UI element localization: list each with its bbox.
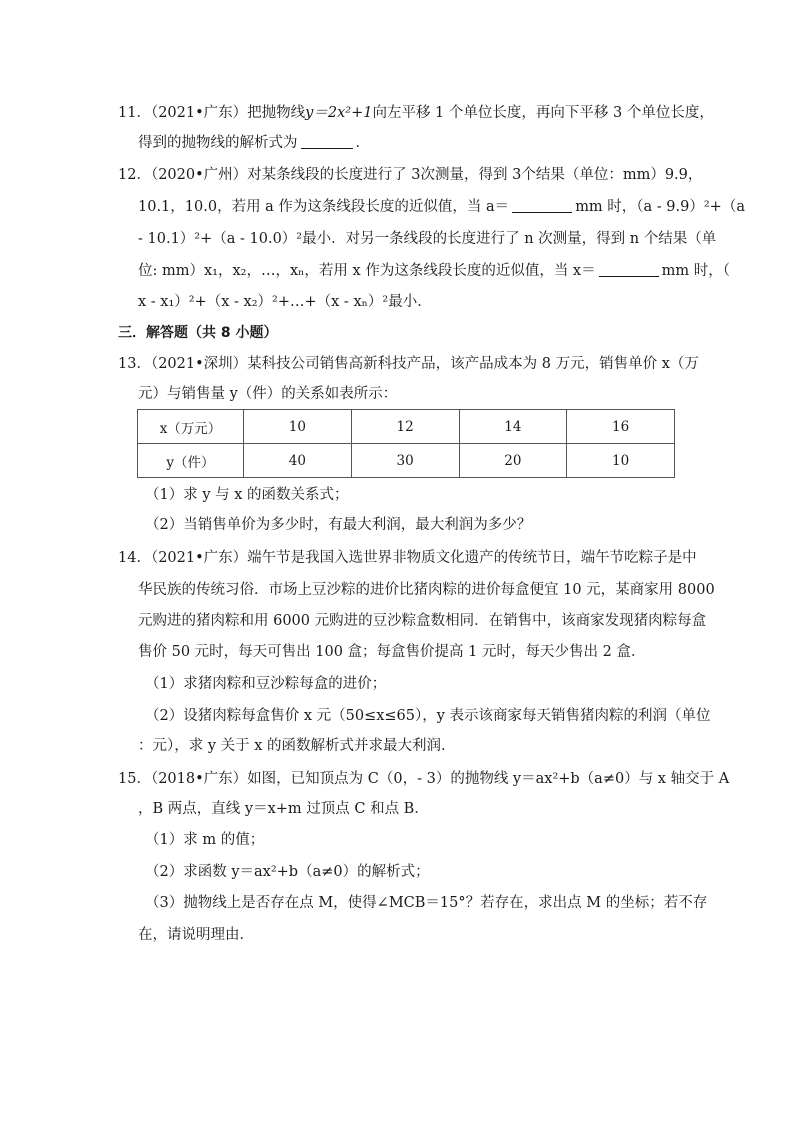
table-cell: 10 [244, 410, 352, 444]
table-cell: 20 [459, 444, 567, 478]
q14-part1: （1）求猪肉粽和豆沙粽每盒的进价； [145, 676, 387, 692]
q12-answer-blank-a[interactable] [512, 198, 572, 213]
q12-answer-blank-x[interactable] [599, 262, 659, 277]
q14-part2b: ：元），求 y 关于 x 的函数解析式并求最大利润． [138, 738, 456, 754]
q12-text-a: 10.1，10.0，若用 a 作为这条线段长度的近似值，当 a＝ [138, 199, 510, 215]
section-title: 三．解答题（共 8 小题） [118, 325, 278, 341]
q12-line3: - 10.1）²+（a - 10.0）²最小．对另一条线段的长度进行了 n 次测量，得到 n 个结果（单 [138, 231, 717, 247]
q11-text-b: 向左平移 1 个单位长度，再向下平移 3 个单位长度， [372, 105, 714, 121]
q14-part2a: （2）设猪肉粽每盒售价 x 元（50≤x≤65），y 表示该商家每天销售猪肉粽的利润（单位 [145, 708, 711, 724]
q12-text-d: mm 时，（ [661, 263, 730, 279]
table-row-label-x: x（万元） [138, 410, 244, 444]
q15-part2: （2）求函数 y＝ax²+b（a≠0）的解析式； [145, 864, 430, 880]
q11-equation: y＝2x²+1 [305, 105, 373, 121]
q13-line2: 元）与销售量 y（件）的关系如表所示： [138, 386, 398, 402]
q11-text-a: 11．（2021•广东）把抛物线 [118, 105, 306, 121]
table-cell: 16 [567, 410, 675, 444]
q11-line2 [138, 133, 370, 153]
table-cell: 14 [459, 410, 567, 444]
q14-line2: 华民族的传统习俗．市场上豆沙粽的进价比猪肉粽的进价每盒便宜 10 元，某商家用 8000 [138, 582, 715, 598]
q12-text-c: 位: mm）x₁，x₂，…，xₙ，若用 x 作为这条线段长度的近似值，当 x＝ [138, 263, 596, 279]
table-cell: 12 [351, 410, 459, 444]
table-row-label-y: y（件） [138, 444, 244, 478]
q11-text-end: ． [355, 135, 370, 151]
q14-line1: 14．（2021•广东）端午节是我国入选世界非物质文化遗产的传统节日，端午节吃粽子是中 [118, 550, 697, 566]
table-cell: 30 [351, 444, 459, 478]
q15-line1: 15．（2018•广东）如图，已知顶点为 C（0，- 3）的抛物线 y＝ax²+b（a≠0）与 x 轴交于 A [118, 771, 730, 787]
q11-answer-blank[interactable] [301, 134, 353, 149]
q12-line2 [138, 197, 745, 217]
table-row [138, 444, 675, 478]
q14-line3: 元购进的猪肉粽和用 6000 元购进的豆沙粽盒数相同．在销售中，该商家发现猪肉粽每盒 [138, 613, 707, 629]
q13-part1: （1）求 y 与 x 的函数关系式； [145, 487, 349, 503]
table-cell: 40 [244, 444, 352, 478]
q14-line4: 售价 50 元时，每天可售出 100 盒；每盒售价提高 1 元时，每天少售出 2 盒． [138, 644, 646, 660]
q12-line4 [138, 261, 730, 281]
q13-part2: （2）当销售单价为多少时，有最大利润，最大利润为多少？ [145, 517, 532, 533]
q12-line1: 12．（2020•广州）对某条线段的长度进行了 3次测量，得到 3个结果（单位：mm）9.9， [118, 167, 703, 183]
q15-part3b: 在，请说明理由． [138, 927, 254, 943]
q13-line1: 13．（2021•深圳）某科技公司销售高新科技产品，该产品成本为 8 万元，销售单价 x（万 [118, 356, 699, 372]
q11-line1 [118, 103, 714, 123]
q15-line2: ，B 两点，直线 y＝x+m 过顶点 C 和点 B． [138, 801, 429, 817]
q12-text-b: mm 时，（a - 9.9）²+（a [575, 199, 745, 215]
q11-text-c: 得到的抛物线的解析式为 [138, 135, 298, 151]
table-cell: 10 [567, 444, 675, 478]
table-row [138, 410, 675, 444]
q15-part1: （1）求 m 的值； [145, 832, 265, 848]
price-sales-table [137, 409, 675, 478]
q15-part3a: （3）抛物线上是否存在点 M，使得∠MCB＝15°？若存在，求出点 M 的坐标；若不存 [145, 895, 708, 911]
q12-line5: x - x₁）²+（x - x₂）²+…+（x - xₙ）²最小． [138, 294, 432, 310]
